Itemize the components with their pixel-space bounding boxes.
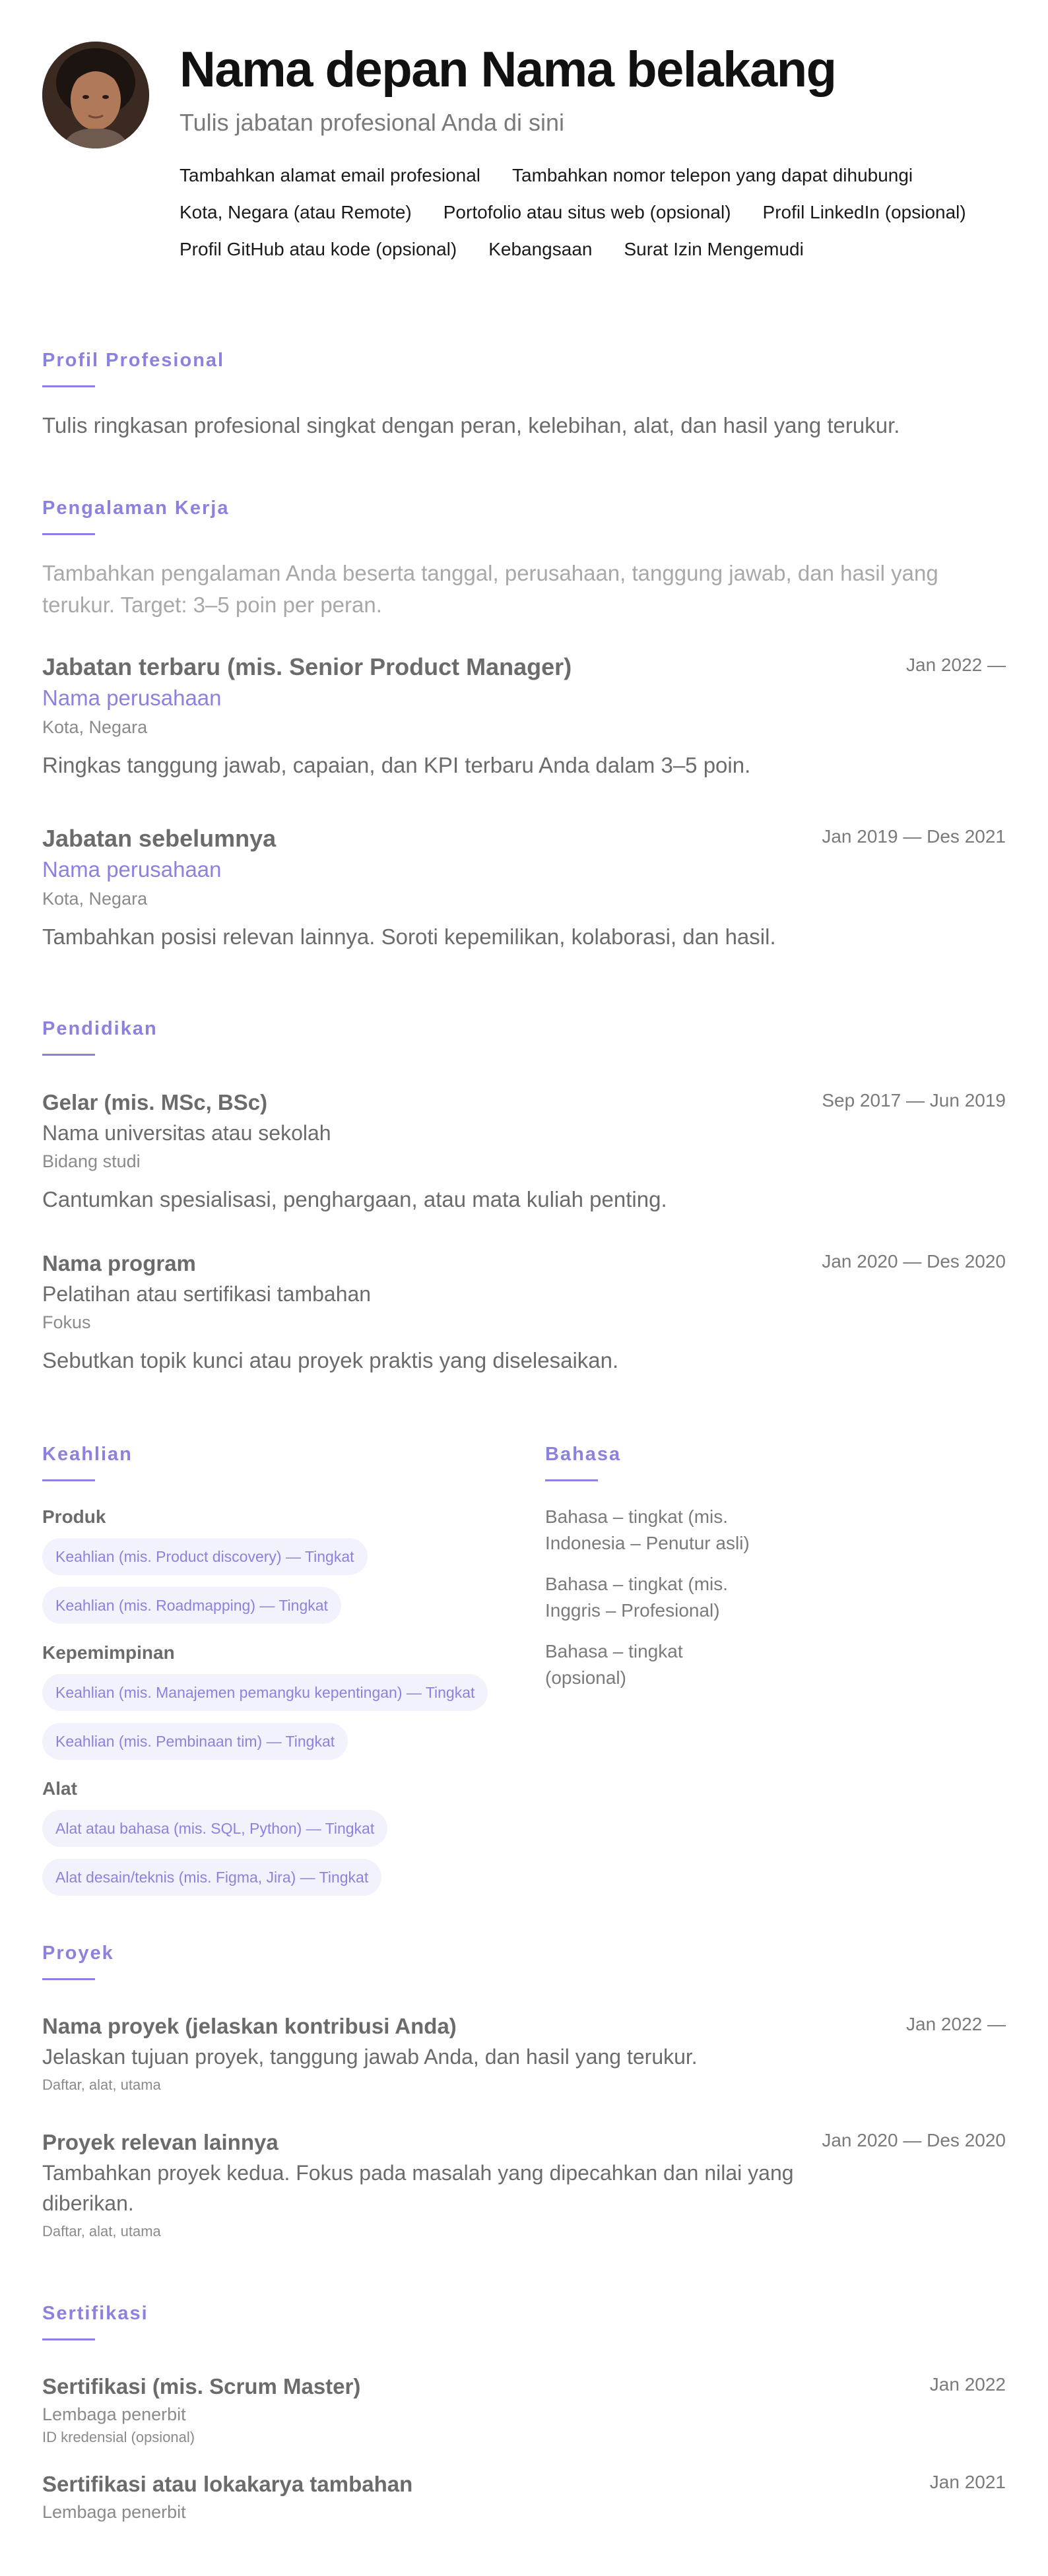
experience-company: Nama perusahaan — [42, 857, 222, 882]
contact-phone: Tambahkan nomor telepon yang dapat dihubungi — [512, 165, 913, 185]
project-date: Jan 2022 — — [906, 2014, 1006, 2034]
section-languages — [545, 1442, 1007, 1706]
skill-chip: Keahlian (mis. Pembinaan tim) — Tingkat — [42, 1723, 348, 1760]
section-experience — [42, 496, 1006, 621]
contact-driving-license: Surat Izin Mengemudi — [624, 239, 804, 259]
section-title: Sertifikasi — [42, 2303, 148, 2324]
certification-date: Jan 2021 — [929, 2472, 1006, 2492]
education-date: Jan 2020 — Des 2020 — [822, 1251, 1006, 1272]
language-item: Bahasa – tingkat (mis. Inggris – Profesional) — [545, 1574, 729, 1621]
section-divider — [545, 1479, 598, 1481]
project-item — [42, 2011, 1006, 2096]
education-note: Cantumkan spesialisasi, penghargaan, atau mata kuliah penting. — [42, 1187, 667, 1211]
project-tools: Daftar, alat, utama — [42, 2223, 161, 2239]
section-title: Pengalaman Kerja — [42, 498, 230, 519]
certification-name: Sertifikasi atau lokakarya tambahan — [42, 2472, 413, 2496]
education-note: Sebutkan topik kunci atau proyek praktis yang diselesaikan. — [42, 1348, 619, 1372]
skill-group-title: Produk — [42, 1506, 106, 1527]
certification-name: Sertifikasi (mis. Scrum Master) — [42, 2374, 361, 2399]
education-school: Pelatihan atau sertifikasi tambahan — [42, 1282, 372, 1306]
experience-intro: Tambahkan pengalaman Anda beserta tanggal, perusahaan, tanggung jawab, dan hasil yang terukur. Target: 3–5 poin per peran. — [42, 561, 938, 617]
avatar — [42, 42, 149, 148]
language-item: Bahasa – tingkat (mis. Indonesia – Penutur asli) — [545, 1506, 750, 1553]
education-date: Sep 2017 — Jun 2019 — [822, 1090, 1006, 1111]
contact-portfolio: Portofolio atau situs web (opsional) — [443, 202, 731, 222]
certification-date: Jan 2022 — [929, 2374, 1006, 2395]
section-divider — [42, 1054, 95, 1056]
project-item — [42, 2127, 1006, 2242]
contact-location: Kota, Negara (atau Remote) — [180, 202, 412, 222]
education-degree: Nama program — [42, 1251, 196, 1275]
project-description: Tambahkan proyek kedua. Fokus pada masalah yang dipecahkan dan nilai yang diberikan. — [42, 2161, 794, 2215]
skill-chip-list — [42, 1530, 504, 1624]
contact-nationality: Kebangsaan — [488, 239, 593, 259]
certification-item — [42, 2371, 1006, 2448]
skill-chip-list — [42, 1802, 504, 1896]
education-field: Fokus — [42, 1312, 91, 1332]
skill-chip: Alat atau bahasa (mis. SQL, Python) — Tingkat — [42, 1810, 387, 1847]
section-title: Pendidikan — [42, 1018, 158, 1039]
project-name: Proyek relevan lainnya — [42, 2130, 278, 2154]
section-divider — [42, 385, 95, 387]
skill-group-title: Kepemimpinan — [42, 1642, 175, 1663]
experience-date: Jan 2022 — — [906, 655, 1006, 675]
education-item — [42, 1087, 1006, 1215]
section-title: Bahasa — [545, 1444, 622, 1465]
certification-item — [42, 2469, 1006, 2525]
section-title: Keahlian — [42, 1444, 133, 1465]
project-name: Nama proyek (jelaskan kontribusi Anda) — [42, 2014, 457, 2038]
skill-chip: Keahlian (mis. Roadmapping) — Tingkat — [42, 1587, 341, 1624]
experience-item — [42, 652, 1006, 781]
contact-list — [180, 157, 1004, 268]
section-divider — [42, 1479, 95, 1481]
experience-role: Jabatan sebelumnya — [42, 825, 277, 852]
section-skills — [42, 1442, 504, 1896]
certification-issuer: Lembaga penerbit — [42, 2404, 186, 2424]
section-title: Proyek — [42, 1943, 114, 1964]
section-divider — [42, 533, 95, 535]
full-name: Nama depan Nama belakang — [180, 42, 836, 98]
experience-date: Jan 2019 — Des 2021 — [822, 826, 1006, 847]
job-title: Tulis jabatan profesional Anda di sini — [180, 109, 565, 136]
section-education — [42, 1017, 1006, 1056]
education-field: Bidang studi — [42, 1151, 141, 1171]
section-projects — [42, 1941, 1006, 1980]
skill-group-title: Alat — [42, 1778, 77, 1799]
experience-role: Jabatan terbaru (mis. Senior Product Manager) — [42, 653, 572, 680]
education-degree: Gelar (mis. MSc, BSc) — [42, 1090, 268, 1114]
skill-chip: Keahlian (mis. Product discovery) — Tingkat — [42, 1538, 368, 1575]
experience-location: Kota, Negara — [42, 889, 148, 909]
education-school: Nama universitas atau sekolah — [42, 1121, 331, 1145]
skill-chip: Keahlian (mis. Manajemen pemangku kepentingan) — Tingkat — [42, 1674, 488, 1711]
section-profile — [42, 348, 1006, 441]
project-date: Jan 2020 — Des 2020 — [822, 2130, 1006, 2150]
certification-credential: ID kredensial (opsional) — [42, 2429, 195, 2445]
language-item: Bahasa – tingkat (opsional) — [545, 1641, 683, 1688]
experience-item — [42, 823, 1006, 953]
resume-header — [180, 40, 1004, 268]
experience-company: Nama perusahaan — [42, 686, 222, 710]
contact-github: Profil GitHub atau kode (opsional) — [180, 239, 457, 259]
language-list — [545, 1504, 1007, 1706]
skill-chip-list — [42, 1666, 504, 1760]
section-divider — [42, 1978, 95, 1980]
project-description: Jelaskan tujuan proyek, tanggung jawab Anda, dan hasil yang terukur. — [42, 2045, 698, 2069]
skill-chip: Alat desain/teknis (mis. Figma, Jira) — Tingkat — [42, 1859, 381, 1896]
experience-location: Kota, Negara — [42, 717, 148, 737]
contact-email: Tambahkan alamat email profesional — [180, 165, 481, 185]
certification-issuer: Lembaga penerbit — [42, 2502, 186, 2522]
section-title: Profil Profesional — [42, 350, 225, 371]
experience-summary: Ringkas tanggung jawab, capaian, dan KPI terbaru Anda dalam 3–5 poin. — [42, 753, 751, 777]
project-tools: Daftar, alat, utama — [42, 2077, 161, 2093]
section-divider — [42, 2338, 95, 2340]
profile-summary: Tulis ringkasan profesional singkat dengan peran, kelebihan, alat, dan hasil yang terukur. — [42, 413, 900, 437]
education-item — [42, 1248, 1006, 1376]
section-certifications — [42, 2302, 1006, 2340]
experience-summary: Tambahkan posisi relevan lainnya. Soroti kepemilikan, kolaborasi, dan hasil. — [42, 924, 776, 949]
contact-linkedin: Profil LinkedIn (opsional) — [762, 202, 966, 222]
